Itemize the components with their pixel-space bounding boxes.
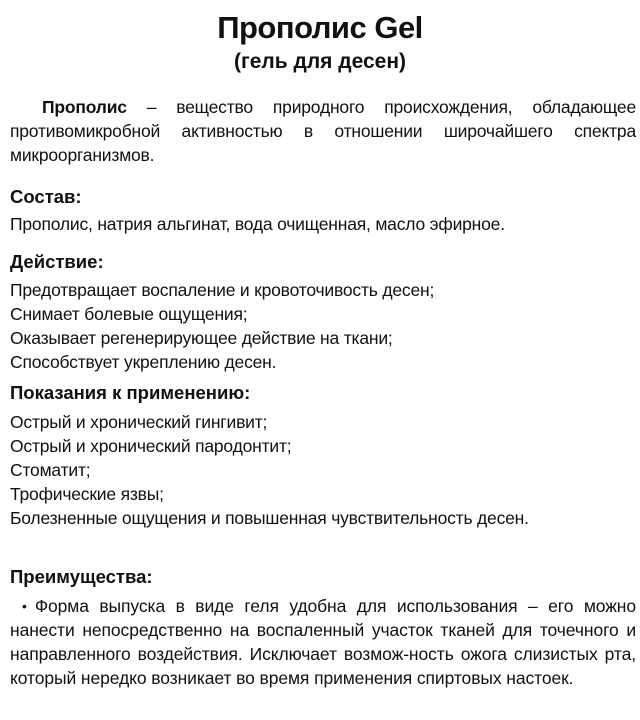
list-item: Трофические язвы;	[10, 484, 164, 504]
intro-term: Прополис	[42, 97, 127, 117]
advantages-paragraph	[10, 594, 636, 690]
list-item: Снимает болевые ощущения;	[10, 304, 248, 324]
action-list	[10, 278, 636, 374]
composition-text: Прополис, натрия альгинат, вода очищенная, масло эфирное.	[10, 214, 505, 234]
indications-heading: Показания к применению:	[10, 382, 251, 403]
page-subtitle: (гель для десен)	[233, 50, 407, 73]
list-item: Острый и хронический гингивит;	[10, 412, 268, 432]
advantages-heading: Преимущества:	[10, 566, 153, 587]
action-heading: Действие:	[10, 251, 104, 272]
list-item: Стоматит;	[10, 460, 91, 480]
list-item: Болезненные ощущения и повышенная чувствительность десен.	[10, 508, 529, 528]
composition-heading: Состав:	[10, 186, 82, 207]
indications-list	[10, 410, 636, 530]
list-item: Острый и хронический пародонтит;	[10, 436, 292, 456]
list-item: Оказывает регенерирующее действие на ткани;	[10, 328, 393, 348]
bullet-icon: •	[22, 598, 27, 614]
intro-text: – вещество природного происхождения, обладающее противомикробной активностью в отношении широчайшего спектра микроорганизмов.	[10, 97, 636, 165]
list-item: Предотвращает воспаление и кровоточивость десен;	[10, 280, 435, 300]
list-item: Способствует укреплению десен.	[10, 352, 277, 372]
advantages-text: Форма выпуска в виде геля удобна для использования – его можно нанести непосредственно на воспаленный участок тканей для точечного и направленного воздействия. Исключает возмож-ность ожога слизистых рта, который нередко возникает во время применения спиртовых настоек.	[10, 596, 636, 688]
page-title: Прополис Gel	[217, 10, 423, 45]
intro-paragraph	[10, 95, 636, 167]
